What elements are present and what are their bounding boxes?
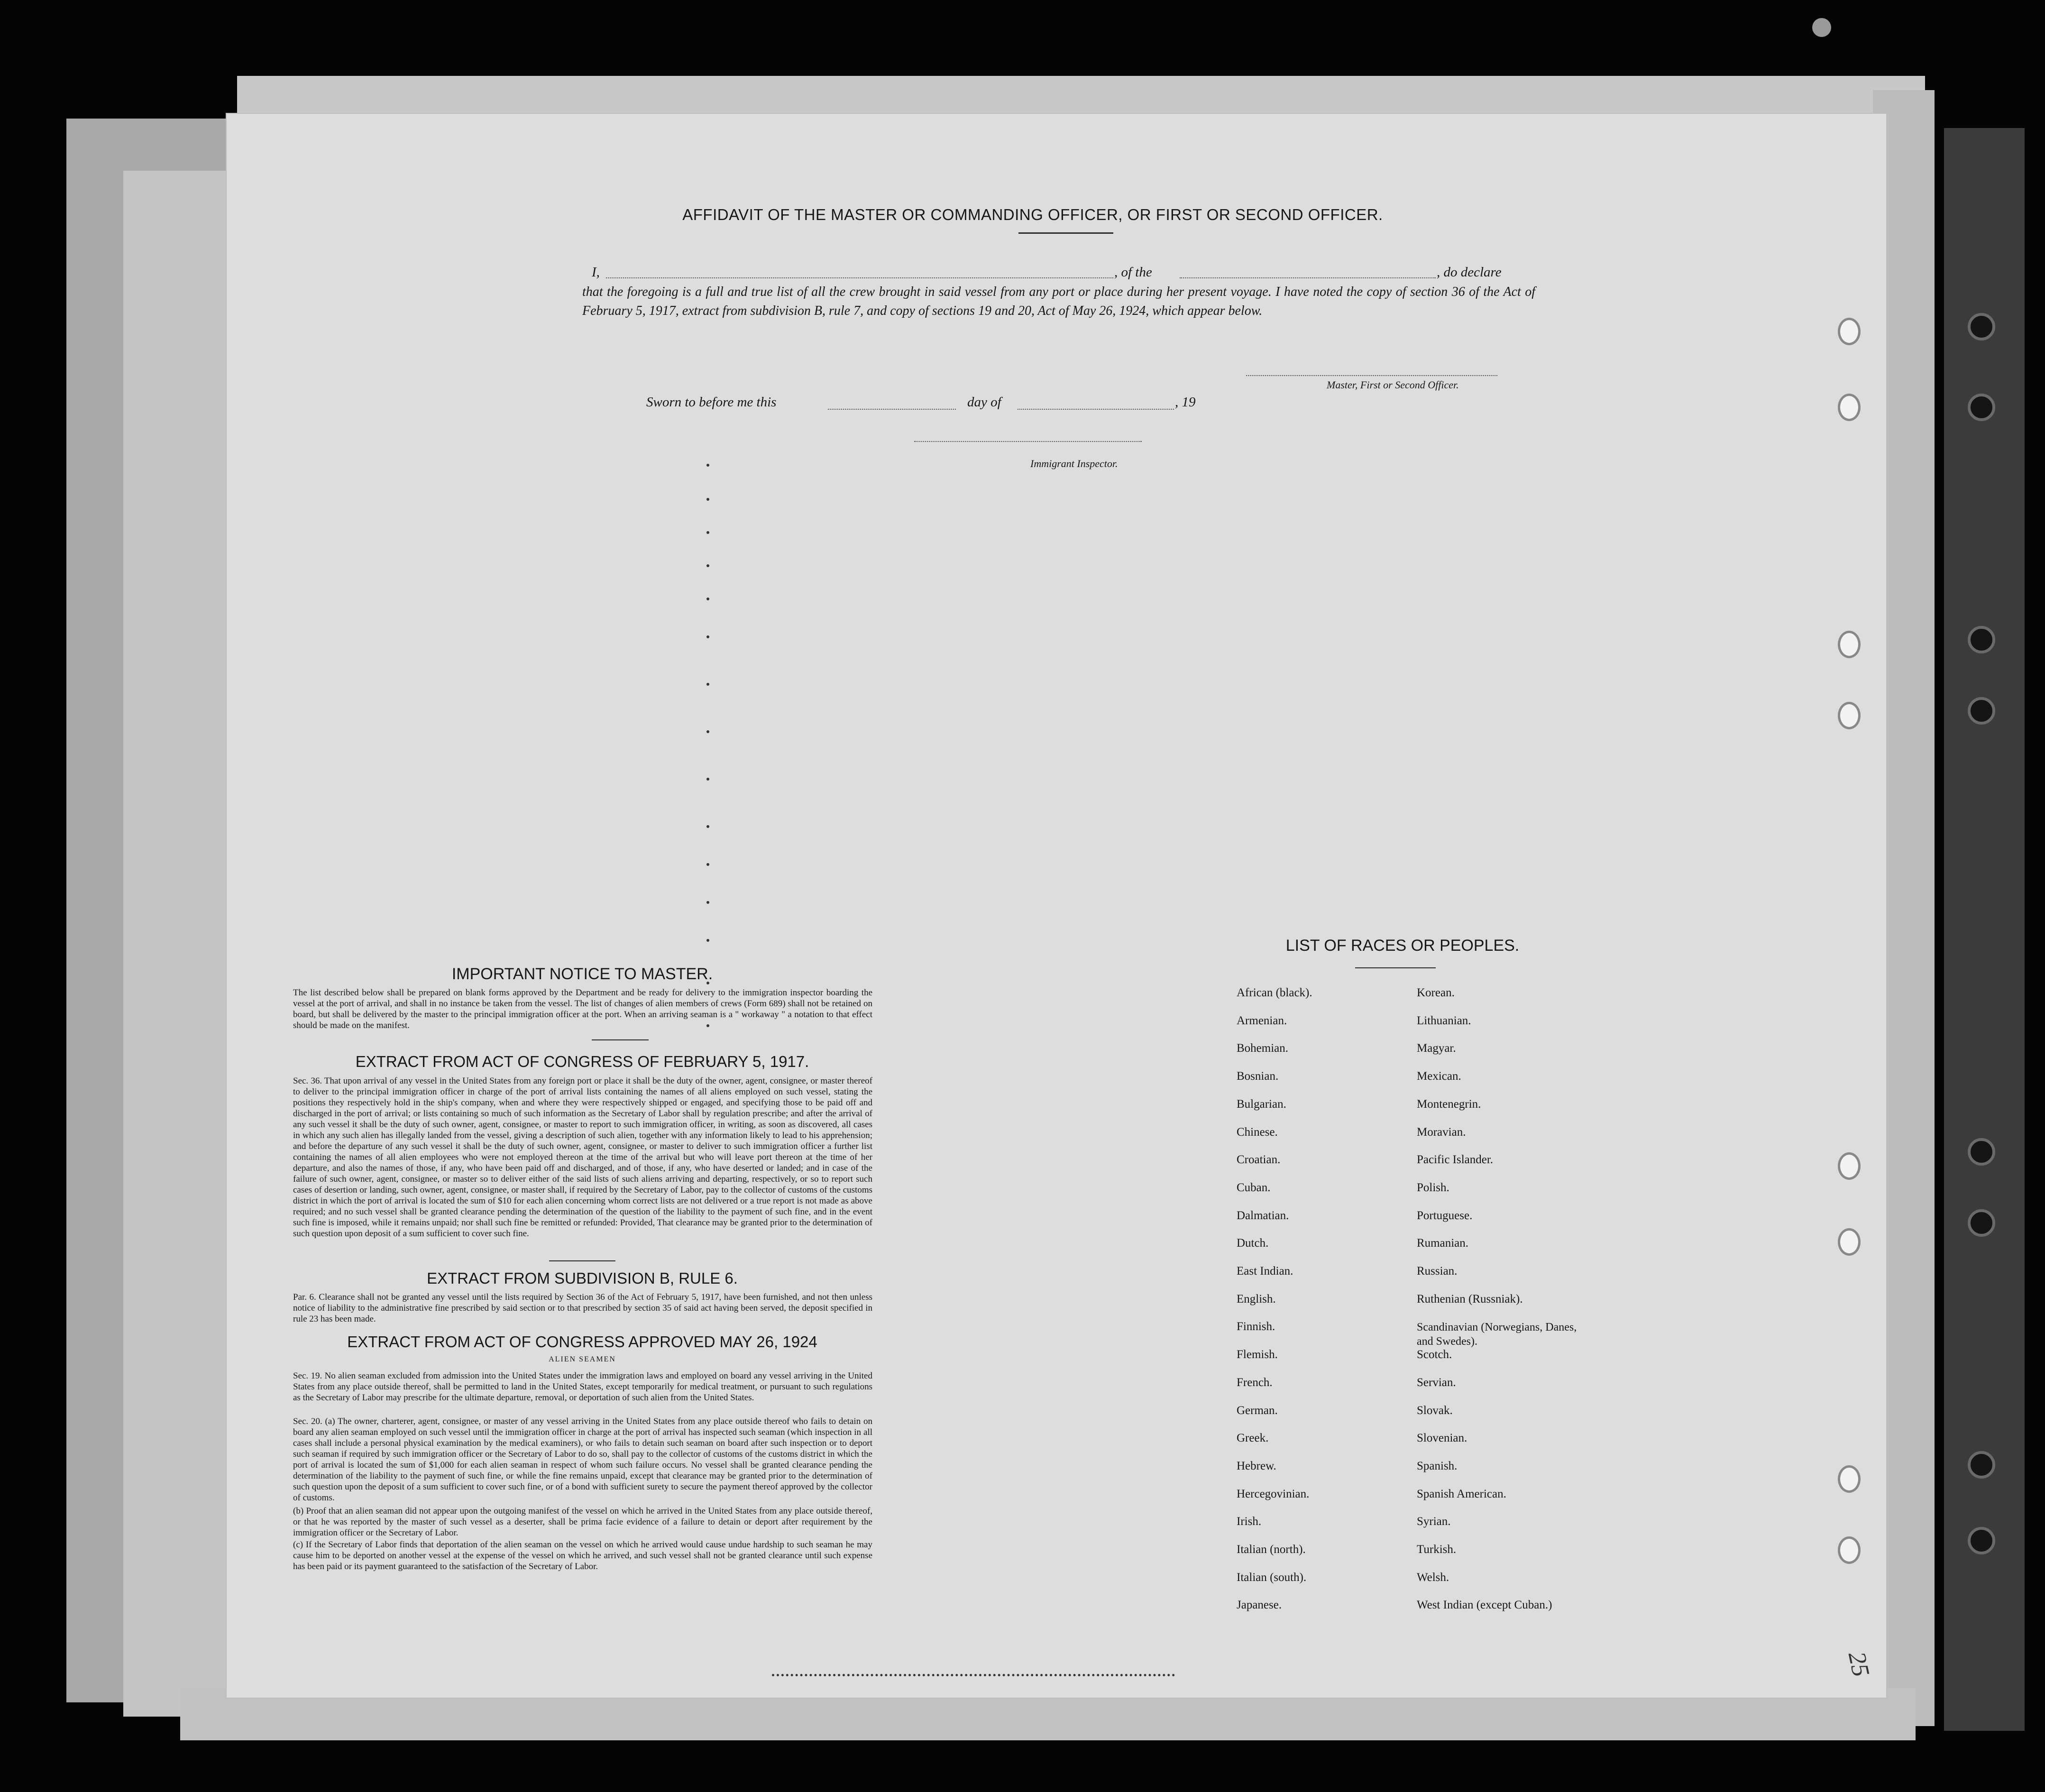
inspector-line (914, 441, 1142, 442)
tick-8 (706, 730, 709, 733)
tick-6 (706, 635, 709, 638)
name-blank (606, 277, 1113, 278)
punch-hole-1 (1838, 318, 1861, 345)
extract-1917-rule (549, 1260, 615, 1261)
race-item: Mexican. (1417, 1070, 1461, 1083)
race-item: Irish. (1237, 1515, 1262, 1528)
race-item: African (black). (1237, 986, 1312, 999)
race-item: West Indian (except Cuban.) (1417, 1599, 1552, 1612)
race-item: Dutch. (1237, 1237, 1269, 1250)
affidavit-title-rule (1018, 232, 1113, 234)
race-item: Japanese. (1237, 1599, 1282, 1612)
handwritten-page-number: 25 (1843, 1649, 1875, 1679)
extract-1924-title: EXTRACT FROM ACT OF CONGRESS APPROVED MAY 26, 1924 (347, 1333, 817, 1351)
race-item: Slovenian. (1417, 1432, 1467, 1445)
races-title-rule (1355, 967, 1436, 968)
race-item: Scandinavian (Norwegians, Danes, and Swedes). (1417, 1321, 1577, 1348)
race-item: Finnish. (1237, 1320, 1275, 1333)
race-item: Italian (south). (1237, 1571, 1307, 1584)
tick-10 (706, 825, 709, 828)
extract-1924-sec20c: (c) If the Secretary of Labor finds that deportation of the alien seaman on the vessel on which he arrived would cause undue hardship to such seaman he may cause him to be deported on another vessel at the expense of the vessel on which he arrived, and such vessel shall not be granted clearance until such expense has been paid or its payment guaranteed to the satisfaction of the Secretary of Labor. (293, 1540, 872, 1571)
tick-13 (706, 939, 709, 942)
race-item: East Indian. (1237, 1265, 1293, 1277)
affidavit-declare: , do declare (1437, 265, 1502, 280)
race-item: Polish. (1417, 1181, 1449, 1194)
binder-hole-3 (1968, 626, 1995, 653)
race-item: Armenian. (1237, 1014, 1287, 1027)
vessel-blank (1180, 277, 1436, 278)
affidavit-title: AFFIDAVIT OF THE MASTER OR COMMANDING OFFICER, OR FIRST OR SECOND OFFICER. (682, 206, 1383, 223)
race-item: Spanish. (1417, 1459, 1458, 1472)
sworn-day-of: day of (967, 395, 1001, 410)
races-title: LIST OF RACES OR PEOPLES. (1285, 937, 1520, 955)
race-item: Ruthenian (Russniak). (1417, 1292, 1523, 1305)
extract-rule6-title: EXTRACT FROM SUBDIVISION B, RULE 6. (427, 1269, 738, 1287)
race-item: Montenegrin. (1417, 1097, 1481, 1111)
notice-body: The list described below shall be prepared on blank forms approved by the Department and be ready for delivery to the immigration inspector boarding the vessel at the port of arrival, and shall in no instance be taken from the vessel. The list of changes of alien members of crews (Form 689) shall not be retained on board, but shall be delivered by the master to the principal immigration officer at the port. When an arriving seaman is a " workaway " a notation to that effect should be made on the manifest. (293, 988, 872, 1030)
extract-1924-sec20a: Sec. 20. (a) The owner, charterer, agent, consignee, or master of any vessel arriving in the United States from any place outside thereof who fails to detain on board any alien seaman employed on such vessel until the immigration officer in charge at the port of arrival has inspected such seaman (which inspection in all cases shall include a personal physical examination by the medical examiners), or who fails to detain such seaman on board after such inspection or to deport such seaman if required by such immigration officer or the Secretary of Labor to do so, shall pay to the collector of customs of the customs district in which the port of arrival is located the sum of $1,000 for each alien seaman in respect of whom such failure occurs. No vessel shall be granted clearance pending the determination of the liability to the payment of such fine, or while the fine remains unpaid, except that clearance may be granted prior to the determination of such question upon the deposit of a sum sufficient to cover such fine, or of a bond with sufficient surety to secure the payment thereof approved by the collector of customs. (293, 1416, 872, 1503)
punch-hole-3 (1838, 631, 1861, 658)
notice-title: IMPORTANT NOTICE TO MASTER. (451, 965, 713, 983)
race-item: Hercegovinian. (1237, 1487, 1310, 1500)
race-item: Moravian. (1417, 1125, 1466, 1139)
race-item: German. (1237, 1404, 1278, 1417)
race-item: Greek. (1237, 1432, 1269, 1445)
punch-hole-7 (1838, 1465, 1861, 1493)
punch-hole-2 (1838, 394, 1861, 421)
punch-hole-8 (1838, 1536, 1861, 1564)
race-item: Servian. (1417, 1376, 1456, 1389)
affidavit-body: that the foregoing is a full and true list of all the crew brought in said vessel from any port or place during her present voyage. I have noted the copy of section 36 of the Act of February 5, 1917, extract from subdivision B, rule 7, and copy of sections 19 and 20, Act of May 26, 1924, which appear below. (582, 285, 1535, 318)
sworn-year: , 19 (1175, 395, 1196, 410)
race-item: Rumanian. (1417, 1237, 1469, 1250)
race-item: Korean. (1417, 986, 1455, 999)
race-item: Spanish American. (1417, 1487, 1506, 1500)
inspector-caption: Immigrant Inspector. (1030, 458, 1118, 469)
tick-7 (706, 683, 709, 686)
back-sheet-left-2 (123, 171, 237, 1717)
race-item: Chinese. (1237, 1125, 1278, 1139)
race-item: Scotch. (1417, 1348, 1452, 1361)
sworn-prefix: Sworn to before me this (646, 395, 777, 410)
race-item: English. (1237, 1292, 1276, 1305)
race-item: Hebrew. (1237, 1459, 1276, 1472)
extract-1924-subtitle: ALIEN SEAMEN (549, 1355, 616, 1363)
tick-3 (706, 531, 709, 534)
affidavit-of-the: , of the (1114, 265, 1152, 280)
race-item: Bosnian. (1237, 1070, 1279, 1083)
extract-1917-body: Sec. 36. That upon arrival of any vessel in the United States from any foreign port or place it shall be the duty of the owner, agent, consignee, or master thereof to deliver to the principal immigration officer in charge of the port of arrival lists containing the names of all aliens employed on such vessel, stating the positions they respectively hold in the ship's company, when and where they were respectively shipped or engaged, and specifying those to be paid off and discharged in the port of arrival; or lists containing so much of such information as the Secretary of Labor shall by regulation prescribe; and after the arrival of any such vessel it shall be the duty of such owner, agent, consignee, or master to report to such immigration officer, in writing, as soon as discovered, all cases in which any such alien has illegally landed from the vessel, giving a description of such alien, together with any information likely to lead to his apprehension; and before the departure of any such vessel it shall be the duty of such owner, agent, consignee, or master to deliver to such immigration officer a further list containing the names of all alien employees who were not employed thereon at the time of the arrival but who will leave port thereon at the time of her departure, and also the names of those, if any, who have been paid off and discharged, and of those, if any, who have deserted or landed; and in case of the failure of such owner, agent, consignee, or master so to deliver either of the said lists of such aliens arriving and departing, respectively, or so to report such cases of desertion or landing, such owner, agent, consignee, or master shall, if required by the Secretary of Labor, pay to the collector of customs of the customs district in which the port of arrival is located the sum of $10 for each alien concerning whom correct lists are not delivered or a true report is not made as above required; and no such vessel shall be granted clearance pending the determination of the question of the liability to the payment of such fine, and in the event such fine is imposed, while it remains unpaid; nor shall such fine be remitted or refunded: Provided, That clearance may be granted prior to the determination of such question upon deposit of a sum sufficient to cover such fine. (293, 1076, 872, 1239)
binder-hole-8 (1968, 1527, 1995, 1554)
tick-1 (706, 464, 709, 467)
sworn-day-blank (828, 409, 956, 410)
tick-12 (706, 901, 709, 904)
race-item: Syrian. (1417, 1515, 1451, 1528)
race-item: Cuban. (1237, 1181, 1271, 1194)
binder-hole-5 (1968, 1138, 1995, 1166)
manifest-page (227, 114, 1886, 1698)
tick-5 (706, 597, 709, 600)
race-item: Flemish. (1237, 1348, 1278, 1361)
affidavit-line-i: I, (592, 265, 600, 280)
race-item: Bulgarian. (1237, 1097, 1286, 1111)
tick-9 (706, 778, 709, 781)
bottom-print-marks (772, 1674, 1175, 1676)
race-item: Croatian. (1237, 1153, 1281, 1167)
notice-rule (592, 1039, 649, 1040)
binder-strip (1944, 128, 2025, 1731)
punch-hole-6 (1838, 1228, 1861, 1256)
race-item: French. (1237, 1376, 1273, 1389)
race-item: Dalmatian. (1237, 1209, 1289, 1222)
tick-4 (706, 564, 709, 567)
signature-line (1246, 375, 1497, 376)
race-item: Turkish. (1417, 1543, 1457, 1556)
punch-hole-4 (1838, 702, 1861, 729)
race-item: Lithuanian. (1417, 1014, 1471, 1027)
extract-1924-sec20b: (b) Proof that an alien seaman did not appear upon the outgoing manifest of the vessel on which he arrived in the United States from any place outside thereof, or that he was reported by the master of such vessel as a deserter, shall be prima facie evidence of a failure to detain or deport after requirement by the immigration officer or the Secretary of Labor. (293, 1506, 872, 1538)
binder-hole-6 (1968, 1209, 1995, 1237)
race-item: Magyar. (1417, 1042, 1456, 1055)
binder-hole-4 (1968, 697, 1995, 725)
binder-hole-7 (1968, 1451, 1995, 1479)
signature-caption: Master, First or Second Officer. (1327, 379, 1459, 391)
binder-hole-1 (1968, 313, 1995, 340)
race-item: Italian (north). (1237, 1543, 1306, 1556)
race-item: Portuguese. (1417, 1209, 1473, 1222)
race-item: Welsh. (1417, 1571, 1449, 1584)
extract-1917-title: EXTRACT FROM ACT OF CONGRESS OF FEBRUARY 5, 1917. (355, 1053, 809, 1070)
tick-2 (706, 498, 709, 501)
race-item: Slovak. (1417, 1404, 1453, 1417)
extract-1924-sec19: Sec. 19. No alien seaman excluded from admission into the United States under the immigration laws and employed on board any vessel arriving in the United States from any place outside thereof, shall be permitted to land in the United States, except temporarily for medical treatment, or pursuant to such regulations as the Secretary of Labor may prescribe for the ultimate departure, removal, or deportation of such alien from the United States. (293, 1371, 872, 1403)
tick-11 (706, 863, 709, 866)
sworn-month-blank (1018, 409, 1174, 410)
extract-rule6-body: Par. 6. Clearance shall not be granted any vessel until the lists required by Section 36 of the Act of February 5, 1917, have been furnished, and not then unless notice of liability to the administrative fine prescribed by said section or to that prescribed by section 35 of said act having been served, the deposit specified in rule 23 has been made. (293, 1292, 872, 1324)
race-item: Russian. (1417, 1265, 1458, 1277)
corner-dot (1812, 18, 1831, 37)
race-item: Bohemian. (1237, 1042, 1289, 1055)
race-item: Pacific Islander. (1417, 1153, 1494, 1167)
binder-hole-2 (1968, 394, 1995, 421)
punch-hole-5 (1838, 1152, 1861, 1180)
